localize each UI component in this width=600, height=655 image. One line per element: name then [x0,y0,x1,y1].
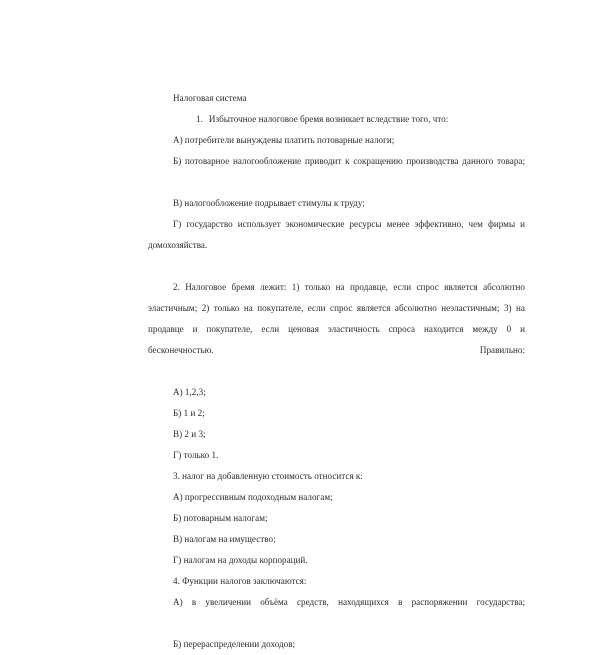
question-1-option-b: Б) потоварное налогообложение приводит к сокращению производства данного товара; [173,156,525,166]
question-1-option-g: Г) государство использует экономические ресурсы менее эффективно, чем фирмы и домохозяйства. [148,219,525,250]
question-1-option-v: В) налогообложение подрывает стимулы к труду; [173,198,365,208]
question-3-option-b: Б) потоварным налогам; [173,513,268,523]
question-2-option-b: Б) 1 и 2; [173,408,205,418]
question-1-number: 1. [196,114,203,124]
question-1-option-a: А) потребители вынуждены платить потоварные налоги; [173,135,395,145]
question-2-option-g: Г) только 1. [173,450,219,460]
question-2-option-a: А) 1,2,3; [173,387,206,397]
question-1-heading [148,109,525,130]
document-title: Налоговая система [173,93,247,103]
document-text-body [148,88,525,655]
question-4-option-b: Б) перераспределении доходов; [173,639,296,649]
question-3-option-g: Г) налогам на доходы корпораций. [173,555,308,565]
question-2-option-v: В) 2 и 3; [173,429,206,439]
question-4-option-a: А) в увеличении объёма средств, находящихся в распоряжении государства; [173,597,525,607]
question-3-option-a: А) прогрессивным подоходным налогам; [173,492,333,502]
question-3-option-v: В) налогам на имущество; [173,534,276,544]
question-1-text: Избыточное налоговое бремя возникает вследствие того, что: [208,114,449,124]
question-4-heading: 4. Функции налогов заключаются: [173,576,307,586]
question-2-heading: 2. Налоговое бремя лежит: 1) только на продавце, если спрос является абсолютно эластичным; 2) только на покупателе, если спрос является абсолютно неэластичным; 3) на продавце и покупателе, если ценовая эластичность спроса находится между 0 и бесконечностью. Правильно: [148,282,525,355]
question-3-heading: 3. налог на добавленную стоимость относится к: [173,471,363,481]
